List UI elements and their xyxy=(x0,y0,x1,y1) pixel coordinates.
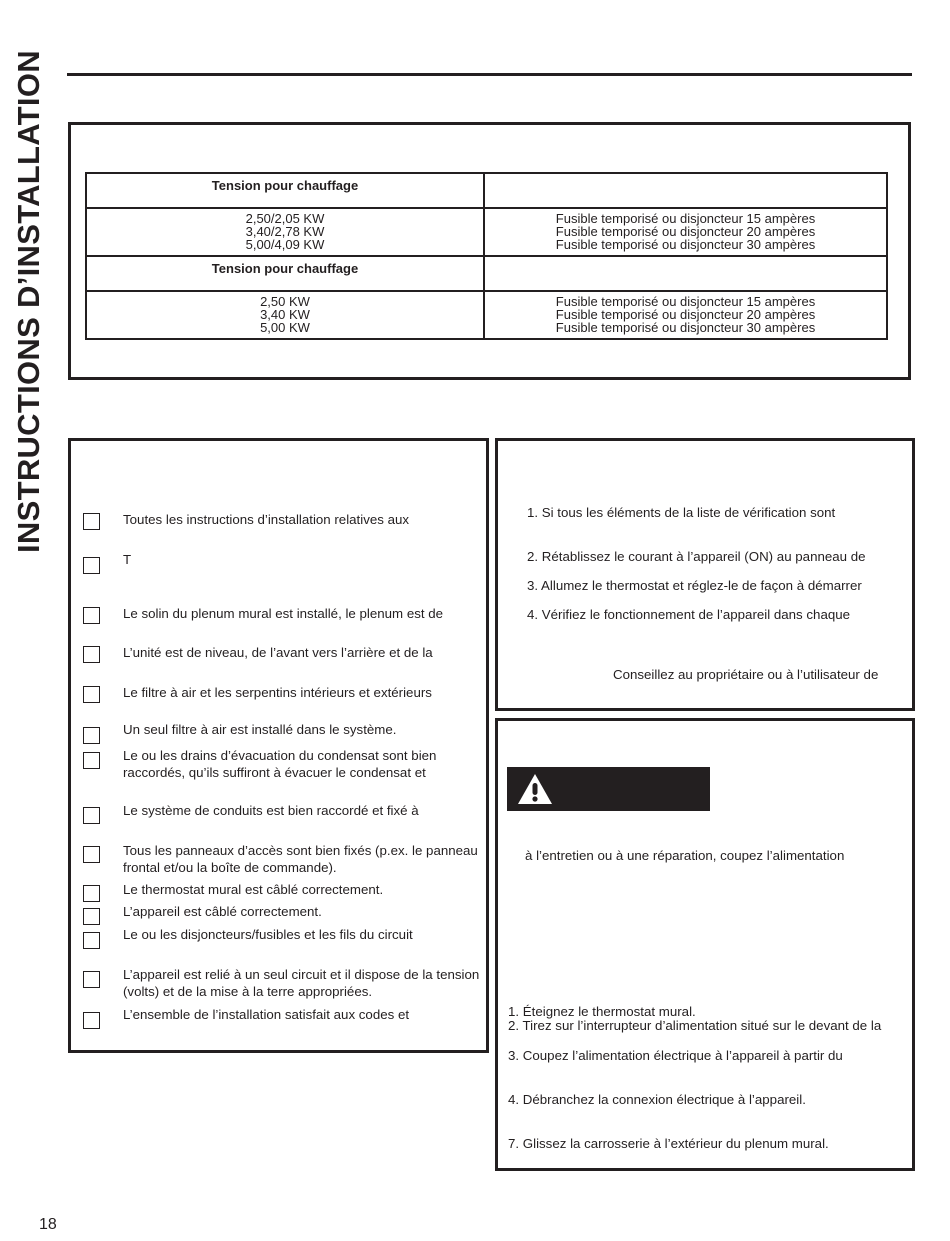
fuse-values-cell xyxy=(484,291,887,339)
power-values-cell xyxy=(86,291,484,339)
checkbox[interactable] xyxy=(83,513,100,530)
checklist-item xyxy=(83,927,488,949)
startup-step: 3. Allumez le thermostat et réglez-le de façon à démarrer xyxy=(527,578,862,593)
checklist-item xyxy=(83,904,488,925)
fuse-value: Fusible temporisé ou disjoncteur 30 ampères xyxy=(555,236,816,252)
checklist-item-text: Le ou les drains d’évacuation du condensat sont bien raccordés, qu’ils suffiront à évacuer le condensat et xyxy=(123,748,437,780)
checkbox[interactable] xyxy=(83,727,100,744)
checkbox[interactable] xyxy=(83,908,100,925)
power-value: 2,50/2,05 KW xyxy=(245,211,325,226)
disassembly-step: 7. Glissez la carrosserie à l’extérieur du plenum mural. xyxy=(508,1136,829,1151)
checklist-item-text: Le ou les disjoncteurs/fusibles et les fils du circuit xyxy=(123,927,413,942)
checklist-item-text: L’ensemble de l’installation satisfait aux codes et xyxy=(123,1007,410,1022)
checklist-item xyxy=(83,512,488,530)
checklist-item xyxy=(83,606,488,624)
checklist-item xyxy=(83,722,488,744)
table-row xyxy=(86,291,887,339)
table-row xyxy=(86,208,887,256)
checkbox[interactable] xyxy=(83,1012,100,1029)
checklist-item-text: Le filtre à air et les serpentins intérieurs et extérieurs xyxy=(123,685,432,700)
checkbox[interactable] xyxy=(83,646,100,663)
checklist-item-text: L’appareil est relié à un seul circuit et il dispose de la tension (volts) et de la mise à la terre appropriées. xyxy=(123,967,480,999)
checklist-item-text: L’unité est de niveau, de l’avant vers l’arrière et de la xyxy=(123,645,433,660)
checkbox[interactable] xyxy=(83,557,100,574)
warning-body-text: à l’entretien ou à une réparation, coupez l’alimentation xyxy=(525,848,845,863)
checkbox[interactable] xyxy=(83,932,100,949)
disassembly-step: 4. Débranchez la connexion électrique à l’appareil. xyxy=(508,1092,806,1107)
checklist-item xyxy=(83,685,488,703)
startup-step: 1. Si tous les éléments de la liste de vérification sont xyxy=(527,505,836,520)
protection-header xyxy=(484,256,887,291)
fuse-value: Fusible temporisé ou disjoncteur 15 ampères xyxy=(555,294,816,309)
checklist-item xyxy=(83,645,488,663)
power-value: 3,40 KW xyxy=(260,306,310,322)
checklist-item-text: Le système de conduits est bien raccordé et fixé à xyxy=(123,803,419,818)
checklist-item xyxy=(83,845,488,876)
fuse-values-cell xyxy=(484,208,887,256)
protection-header xyxy=(484,173,887,208)
checklist-item-text: Tous les panneaux d’accès sont bien fixés (p.ex. le panneau frontal et/ou la boîte de commande). xyxy=(123,843,478,875)
startup-step: 2. Rétablissez le courant à l’appareil (ON) au panneau de xyxy=(527,549,866,564)
fuse-value: Fusible temporisé ou disjoncteur 20 ampères xyxy=(555,306,816,322)
heating-voltage-header: Tension pour chauffage xyxy=(86,173,484,208)
table-header-row xyxy=(86,256,887,291)
checklist-item xyxy=(83,967,488,1000)
checkbox[interactable] xyxy=(83,885,100,902)
checkbox[interactable] xyxy=(83,686,100,703)
side-section-title: INSTRUCTIONS D’INSTALLATION xyxy=(11,50,46,553)
warning-banner xyxy=(507,767,710,811)
checkbox[interactable] xyxy=(83,807,100,824)
fuse-value: Fusible temporisé ou disjoncteur 20 ampères xyxy=(555,223,816,239)
checklist-item-text: Un seul filtre à air est installé dans le système. xyxy=(123,722,397,737)
checkbox[interactable] xyxy=(83,846,100,863)
page-number: 18 xyxy=(39,1216,57,1233)
startup-step: 4. Vérifiez le fonctionnement de l’appareil dans chaque xyxy=(527,607,851,622)
power-value: 2,50 KW xyxy=(260,294,310,309)
power-value: 5,00/4,09 KW xyxy=(245,236,325,252)
checklist-item-text: L’appareil est câblé correctement. xyxy=(123,904,322,919)
checklist-item xyxy=(83,884,488,902)
checklist-item-text: Le solin du plenum mural est installé, le plenum est de xyxy=(123,606,444,621)
power-values-cell xyxy=(86,208,484,256)
disassembly-step: 1. Éteignez le thermostat mural. xyxy=(508,1004,696,1019)
checkbox[interactable] xyxy=(83,752,100,769)
disassembly-step: 3. Coupez l’alimentation électrique à l’appareil à partir du xyxy=(508,1048,843,1063)
checkbox[interactable] xyxy=(83,607,100,624)
checklist-item-text: T xyxy=(123,552,132,567)
checklist-item-text: Le thermostat mural est câblé correctement. xyxy=(123,882,384,897)
header-rule xyxy=(67,73,912,76)
table-header-row xyxy=(86,173,887,208)
heating-voltage-header: Tension pour chauffage xyxy=(86,256,484,291)
fuse-value: Fusible temporisé ou disjoncteur 30 ampères xyxy=(555,319,816,335)
checklist-item xyxy=(83,748,488,781)
warning-triangle-icon xyxy=(517,773,553,805)
checkbox[interactable] xyxy=(83,971,100,988)
fuse-value: Fusible temporisé ou disjoncteur 15 ampères xyxy=(555,211,816,226)
electrical-spec-table xyxy=(85,172,888,340)
power-value: 5,00 KW xyxy=(260,319,310,335)
electrical-spec-box xyxy=(68,122,911,380)
checklist-item-text: Toutes les instructions d’installation relatives aux xyxy=(123,512,410,527)
owner-advice-text: Conseillez au propriétaire ou à l’utilisateur de xyxy=(613,667,879,682)
installation-checklist-box xyxy=(68,438,489,1053)
checklist-item xyxy=(83,1007,488,1029)
checklist-item xyxy=(83,803,488,824)
power-value: 3,40/2,78 KW xyxy=(245,223,325,239)
startup-procedure-box xyxy=(495,438,915,711)
warning-disassembly-box xyxy=(495,718,915,1171)
checklist-item xyxy=(83,552,488,574)
disassembly-step: 2. Tirez sur l’interrupteur d’alimentation situé sur le devant de la xyxy=(508,1018,882,1033)
